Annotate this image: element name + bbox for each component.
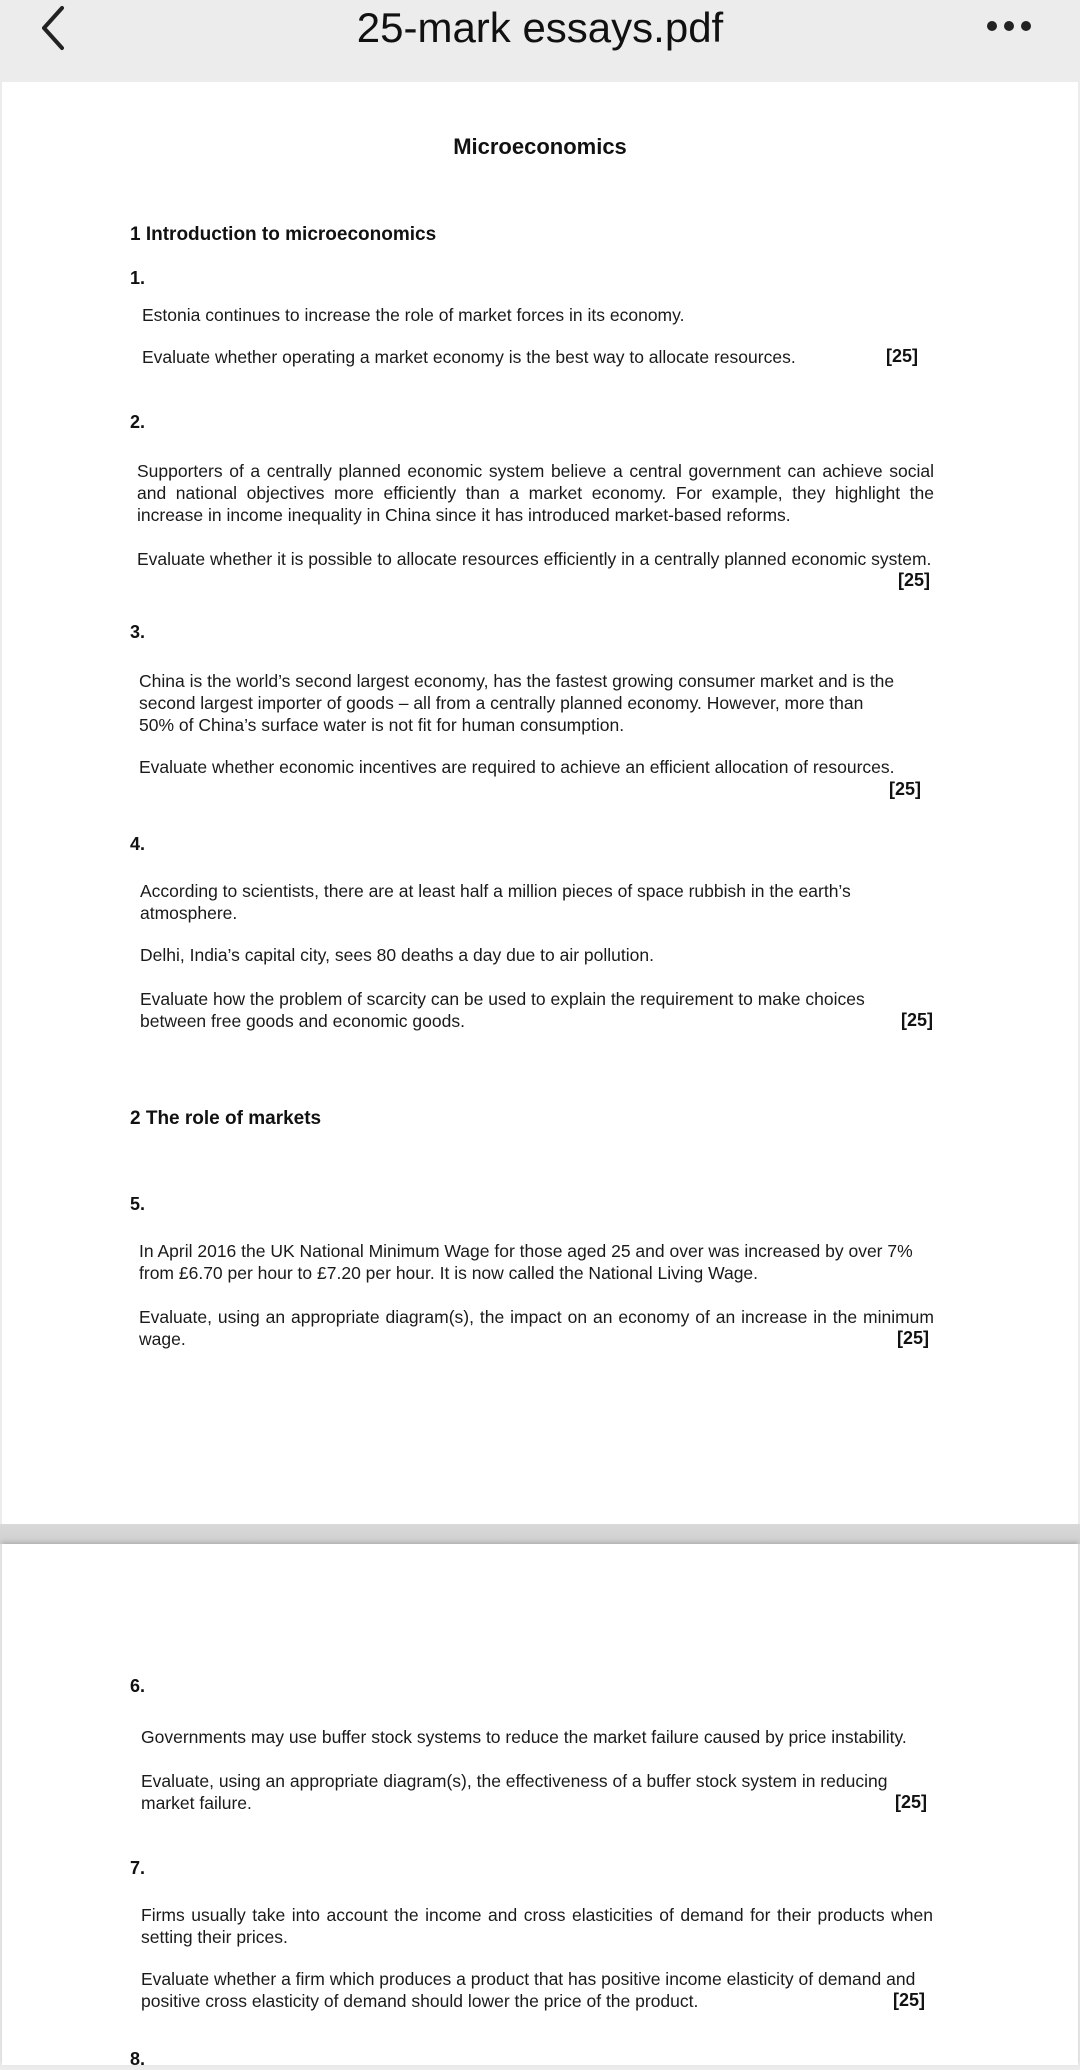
question-number: 6. xyxy=(130,1676,146,1696)
question-text: Firms usually take into account the income and cross elasticities of demand for their products when setting their prices. xyxy=(141,1905,933,1947)
main-title: Microeconomics xyxy=(453,134,627,159)
question-prompt: Evaluate, using an appropriate diagram(s), the effectiveness of a buffer stock system in reducing market failure. xyxy=(141,1771,888,1813)
top-bar xyxy=(0,0,1080,80)
pdf-page-2 xyxy=(2,1544,1078,2069)
question-number: 8. xyxy=(130,2049,146,2069)
question-prompt: Evaluate whether economic incentives are required to achieve an efficient allocation of resources. xyxy=(139,757,895,777)
more-options-button[interactable] xyxy=(984,10,1034,40)
question-number: 1. xyxy=(130,268,146,288)
page-separator xyxy=(0,1524,1080,1544)
question-text: Estonia continues to increase the role of market forces in its economy. xyxy=(142,305,685,325)
question-text: Delhi, India’s capital city, sees 80 deaths a day due to air pollution. xyxy=(140,945,654,965)
question-prompt: Evaluate whether operating a market economy is the best way to allocate resources. xyxy=(142,347,796,367)
section-1-title: 1 Introduction to microeconomics xyxy=(130,224,437,245)
mark-allocation: [25] xyxy=(889,779,922,799)
question-text: Supporters of a centrally planned economic system believe a central government can achieve social and national objectives more efficiently than a market economy. For example, they highlight the increase in income inequality in China since it has introduced market-based reforms. xyxy=(137,461,934,525)
mark-allocation: [25] xyxy=(897,1328,930,1348)
question-text: Governments may use buffer stock systems to reduce the market failure caused by price instability. xyxy=(141,1727,907,1747)
question-prompt: Evaluate whether it is possible to allocate resources efficiently in a centrally planned economic system. xyxy=(137,549,932,569)
question-prompt: Evaluate, using an appropriate diagram(s), the impact on an economy of an increase in the minimum wage. xyxy=(139,1307,934,1349)
question-prompt: Evaluate whether a firm which produces a product that has positive income elasticity of demand and positive cross elasticity of demand should lower the price of the product. xyxy=(141,1969,916,2011)
mark-allocation: [25] xyxy=(886,346,919,366)
question-text: In April 2016 the UK National Minimum Wage for those aged 25 and over was increased by over 7% from £6.70 per hour to £7.20 per hour. It is now called the National Living Wage. xyxy=(139,1241,913,1283)
more-dots-icon xyxy=(984,10,1034,40)
question-number: 2. xyxy=(130,412,146,432)
document-title: 25-mark essays.pdf xyxy=(356,4,724,51)
question-number: 3. xyxy=(130,622,146,642)
question-number: 7. xyxy=(130,1858,146,1878)
mark-allocation: [25] xyxy=(901,1010,934,1030)
question-number: 4. xyxy=(130,834,146,854)
section-2-title: 2 The role of markets xyxy=(130,1108,322,1129)
question-prompt: Evaluate how the problem of scarcity can be used to explain the requirement to make choices between free goods and economic goods. xyxy=(140,989,865,1031)
mark-allocation: [25] xyxy=(898,570,931,590)
mark-allocation: [25] xyxy=(895,1792,928,1812)
pdf-page-1 xyxy=(2,82,1078,1524)
mark-allocation: [25] xyxy=(893,1990,926,2010)
question-number: 5. xyxy=(130,1194,146,1214)
question-text: According to scientists, there are at least half a million pieces of space rubbish in the earth’s atmosphere. xyxy=(140,881,851,923)
question-text: China is the world’s second largest economy, has the fastest growing consumer market and is the second largest importer of goods – all from a centrally planned economy. However, more than 50% of China’s surface water is not fit for human consumption. xyxy=(139,671,895,735)
